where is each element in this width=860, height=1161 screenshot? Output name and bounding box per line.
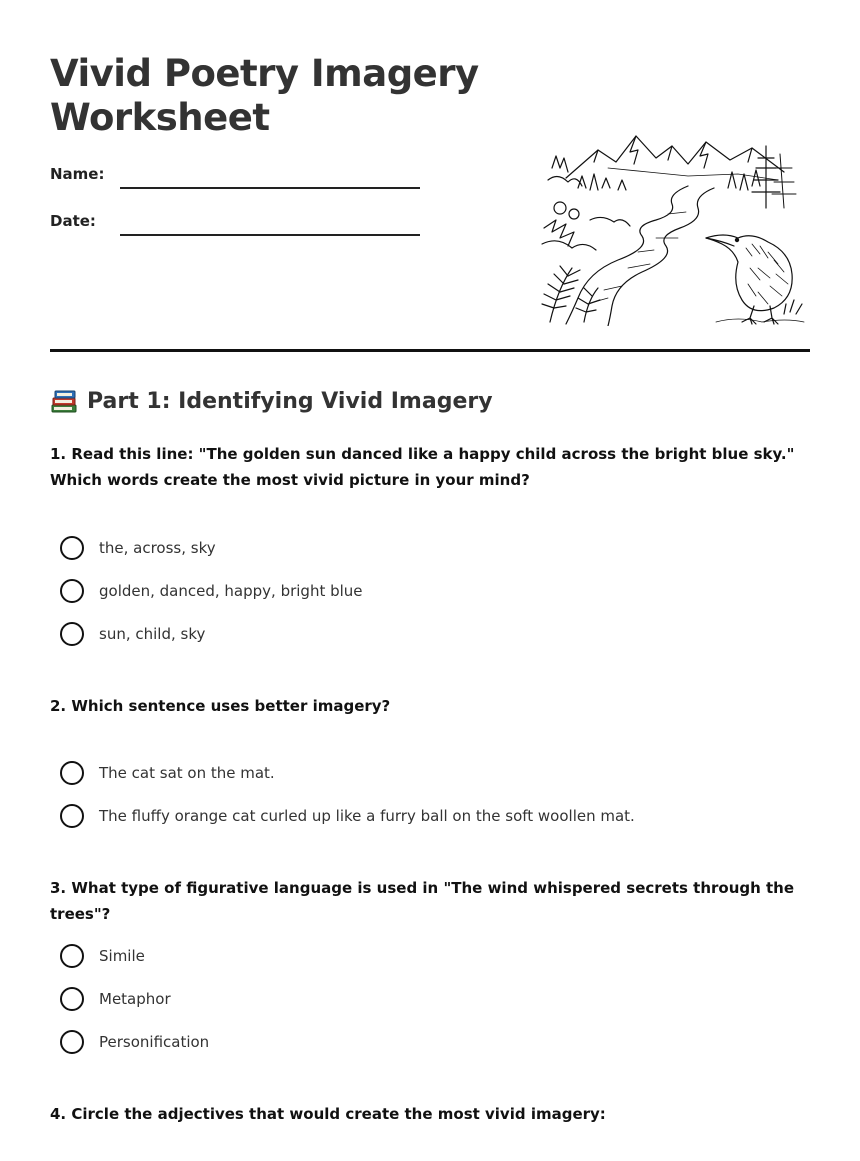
q2-option-2[interactable] bbox=[60, 803, 635, 829]
worksheet-header bbox=[50, 0, 810, 352]
name-label: Name: bbox=[50, 165, 105, 183]
page-title: Vivid Poetry Imagery Worksheet bbox=[50, 52, 479, 139]
radio-button[interactable] bbox=[60, 987, 84, 1011]
question-3: 3. What type of figurative language is used in "The wind whispered secrets through the trees"? bbox=[50, 879, 795, 923]
radio-button[interactable] bbox=[60, 536, 84, 560]
name-field-row bbox=[50, 160, 470, 190]
q1-option-3[interactable] bbox=[60, 621, 205, 647]
option-label: The fluffy orange cat curled up like a furry ball on the soft woollen mat. bbox=[99, 807, 635, 825]
option-label: Simile bbox=[99, 947, 145, 965]
q3-option-1[interactable] bbox=[60, 943, 145, 969]
question-4: 4. Circle the adjectives that would create the most vivid imagery: bbox=[50, 1105, 606, 1123]
q3-option-2[interactable] bbox=[60, 986, 171, 1012]
option-label: golden, danced, happy, bright blue bbox=[99, 582, 363, 600]
section-title-text: Part 1: Identifying Vivid Imagery bbox=[87, 388, 493, 414]
radio-button[interactable] bbox=[60, 622, 84, 646]
section-title bbox=[50, 388, 493, 414]
question-1: 1. Read this line: "The golden sun danced like a happy child across the bright blue sky." Which words create the most vivid picture in your mind? bbox=[50, 445, 795, 489]
worksheet-page bbox=[50, 0, 810, 1161]
q1-option-2[interactable] bbox=[60, 578, 363, 604]
name-input[interactable] bbox=[120, 187, 420, 189]
option-label: Personification bbox=[99, 1033, 210, 1051]
radio-button[interactable] bbox=[60, 761, 84, 785]
date-field-row bbox=[50, 207, 470, 237]
option-label: sun, child, sky bbox=[99, 625, 206, 643]
q2-option-1[interactable] bbox=[60, 760, 275, 786]
option-label: Metaphor bbox=[99, 990, 171, 1008]
date-input[interactable] bbox=[120, 234, 420, 236]
q1-option-1[interactable] bbox=[60, 535, 216, 561]
radio-button[interactable] bbox=[60, 579, 84, 603]
radio-button[interactable] bbox=[60, 1030, 84, 1054]
radio-button[interactable] bbox=[60, 944, 84, 968]
question-2: 2. Which sentence uses better imagery? bbox=[50, 697, 391, 715]
date-label: Date: bbox=[50, 212, 96, 230]
landscape-kiwi-river-illustration bbox=[538, 128, 810, 326]
option-label: the, across, sky bbox=[99, 539, 216, 557]
radio-button[interactable] bbox=[60, 804, 84, 828]
books-icon bbox=[50, 388, 78, 414]
q3-option-3[interactable] bbox=[60, 1029, 209, 1055]
option-label: The cat sat on the mat. bbox=[99, 764, 275, 782]
